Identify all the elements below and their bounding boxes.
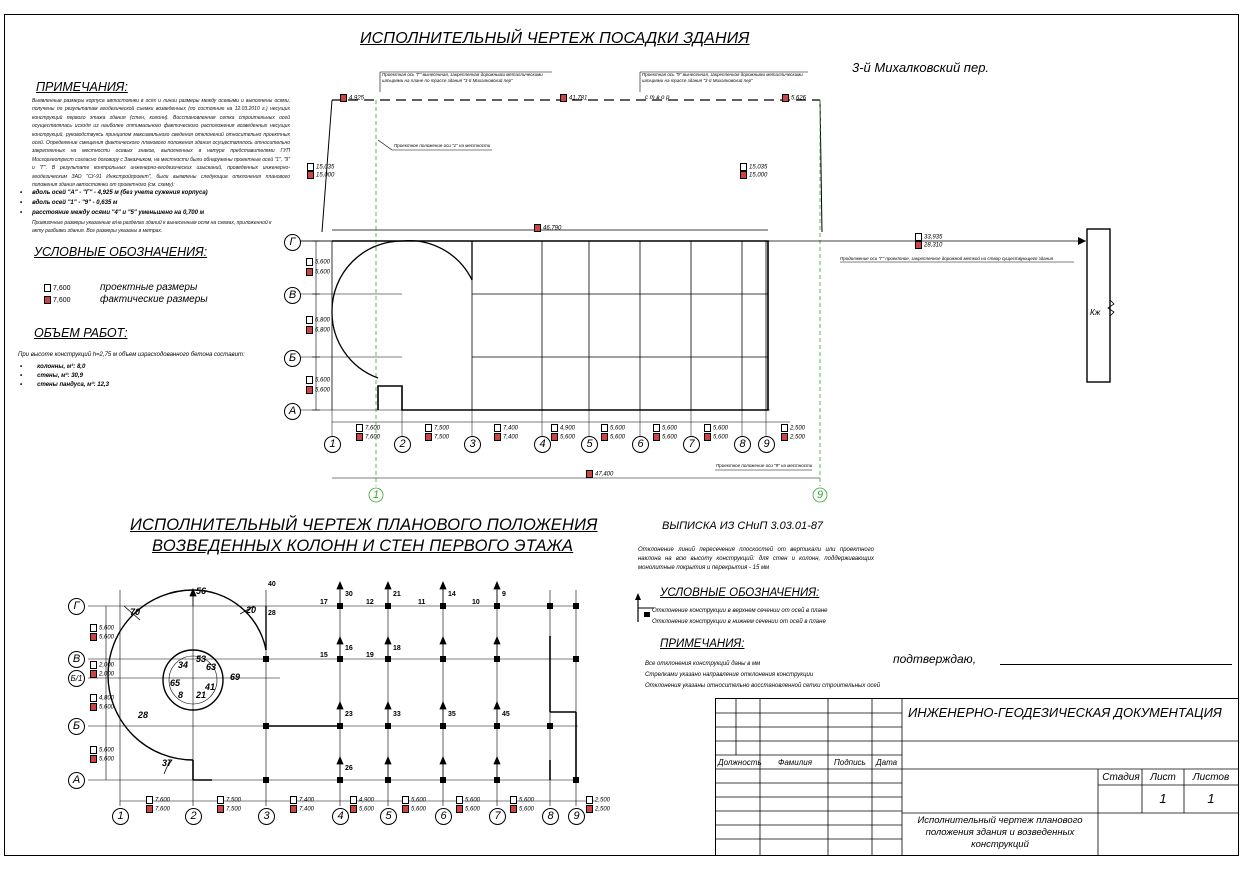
note-axis-9: Проектное положение оси "9" на местности [716,463,813,468]
b-axis-9: 9 [568,808,585,825]
b-axis-a: А [68,772,85,789]
stamp-sheet-label: Лист [1150,772,1176,783]
design-axis-1-label: 1 [372,489,380,501]
fence-label: с т в о р [645,95,670,101]
bottom-dim-6: 5,600 5,600 [653,424,677,441]
bottom-dim-2: 7,500 7,500 [425,424,449,441]
axis-bubble-2: 2 [394,436,411,453]
confirm-line [1000,664,1232,665]
dev-mark-16: 33 [393,711,401,718]
legend2-item-2: Отклонение конструкции в нижнем сечении от осей в плане [652,619,826,625]
dim-total: 47,400 [586,470,613,478]
ramp-label-69: 69 [230,672,241,682]
dev-mark-10: 28 [268,610,276,617]
dev-mark-11: 15 [320,652,328,659]
notes-item-3: • расстояние между осями "4" и "5" уменьшено на 0,700 м [20,210,205,216]
bottom-dim-5: 5,600 5,600 [601,424,625,441]
b-left-dim-4: 5,600 5,600 [90,746,114,763]
b-axis-v: В [68,651,85,668]
ramp-label-70: 70 [130,607,141,617]
b-bottom-dim-8: 2,500 2,500 [586,796,610,813]
note-top-left: Проектная ось "Г" вынесенная, закрепленная дорожными металлическими штырями на плане по трассе здания "3-й Михалковский пер" [382,72,543,83]
axis-bubble-6: 6 [632,436,649,453]
left-dim-1: 5,600 5,600 [306,258,330,277]
title-block [715,698,1239,856]
stamp-sheets-value: 1 [1207,791,1215,806]
b-axis-3: 3 [258,808,275,825]
dev-mark-12: 16 [345,645,353,652]
dev-mark-9: 9 [502,591,506,598]
stamp-sheet-value: 1 [1159,791,1167,806]
axis-bubble-g: Г [284,234,301,251]
ramp-label-56: 56 [196,586,207,596]
b-left-dim-1: 5,600 5,600 [90,624,114,641]
b-left-dim-3: 4,800 5,600 [90,694,114,711]
stamp-col-name: Фамилия [778,758,812,767]
axis-bubble-b: Б [284,350,301,367]
dim-top-right: 5,626 [782,94,806,102]
axis-bubble-8: 8 [734,436,751,453]
legend-design-label: проектные размеры [100,282,198,293]
stamp-sheets-label: Листов [1192,772,1230,783]
ramp-label-41: 41 [205,682,216,692]
stamp-title: ИНЖЕНЕРНО-ГЕОДЕЗИЧЕСКАЯ ДОКУМЕНТАЦИЯ [908,705,1222,720]
b-axis-1: 1 [112,808,129,825]
ramp-label-20: 20 [246,605,257,615]
dev-mark-4: 12 [366,599,374,606]
ramp-label-53: 53 [196,654,207,664]
building-label: Кж [1090,308,1101,317]
works-item-3: • стены пандуса, м³: 12,3 [20,382,109,388]
bottom-dim-3: 7,400 7,400 [494,424,518,441]
legend-heading: УСЛОВНЫЕ ОБОЗНАЧЕНИЯ: [34,245,208,259]
b-axis-4: 4 [332,808,349,825]
street-name: 3-й Михалковский пер. [852,60,990,75]
second-title-line1: ИСПОЛНИТЕЛЬНЫЙ ЧЕРТЕЖ ПЛАНОВОГО ПОЛОЖЕНИЯ [130,516,598,534]
notes-body: Выявленные размеры корпуса автостоянки в осях и линии размеры между осевыми и выполнены осями, получены по результатам геодезической съемки возведенных (по состоянию на 12.03.2010 г.) несущих конструкций первого этажа здания (стен, колонн). Восстановленная сетка строительных осей осуществлялась исходя из наиболее оптимального фактического расположения возведенных несущих конструкций, руководствуясь принципом максимального сведения отклонений относительно проектных осей. Определение смещения фактического планового положения здания осуществлялось относительно закрепленных на местности осевых знаков, выполненных в натуре представителями ГУП Мосгоргеотрест согласно договору с Заказчиком, на местности были обнаружены проектные осей "1", "9" и "Г". В результате контрольных инженерно-геодезических изысканий, проведенных инженерно-геодезическим ЗАО "СУ-91 Инжстройпроект", были выявлены следующие отклонения планового положения здания автостоянки от проектного (см. схему): [32,98,290,189]
stamp-description: Исполнительный чертеж планового положения здания и возведенных конструкций [917,815,1083,850]
dev-mark-6: 11 [418,599,426,606]
legend2-heading: УСЛОВНЫЕ ОБОЗНАЧЕНИЯ: [660,587,820,599]
dim-mid: 46,790 [534,224,561,232]
dev-mark-5: 21 [393,591,401,598]
notes2-item-1: Все отклонения конструкций даны в мм [645,661,761,667]
b-axis-b: Б [68,718,85,735]
bottom-dim-8: 2,500 2,500 [781,424,805,441]
b-bottom-dim-2: 7,500 7,500 [217,796,241,813]
dim-offset: 33,935 28,310 [915,233,942,249]
dev-mark-17: 35 [448,711,456,718]
legend-actual-value: 7,600 [44,296,71,304]
axis-bubble-3: 3 [464,436,481,453]
notes-item-2: • вдоль осей "1" - "9" - 0,635 м [20,200,118,206]
note-right: Продолжение оси "Г" проектное, закрепленное дорожной меткой на створ существующего здания [840,256,1054,261]
left-dim-2: 6,800 6,800 [306,316,330,335]
stamp-stage-label: Стадия [1102,772,1140,783]
snip-title: ВЫПИСКА ИЗ СНиП 3.03.01-87 [662,520,824,532]
b-axis-2: 2 [185,808,202,825]
b-axis-5: 5 [380,808,397,825]
b-axis-7: 7 [489,808,506,825]
notes-item-1: • вдоль осей "А" - "Г" - 4,925 м (без учета сужения корпуса) [20,190,208,196]
dev-mark-8: 10 [472,599,480,606]
notes2-item-2: Стрелками указано направление отклонения конструкции [645,672,814,678]
stamp-col-signature: Подпись [834,758,866,767]
left-dim-3: 5,600 5,600 [306,376,330,395]
stamp-col-date: Дата [876,758,898,767]
dim-side-right: 15,035 15,000 [740,163,767,179]
legend2-item-1: Отклонение конструкции в верхнем сечении от осей в плане [652,608,828,614]
b-bottom-dim-7: 5,600 5,600 [510,796,534,813]
dev-mark-1: 40 [268,581,276,588]
b-bottom-dim-4: 4,900 5,600 [350,796,374,813]
note-top-right: Проектная ось "9" вынесенная, закрепленная дорожными металлическими штырями на трассе здания "3-й Михалковский пер" [642,72,803,83]
ramp-label-65: 65 [170,678,181,688]
b-left-dim-2: 2,000 2,000 [90,661,114,678]
ramp-label-8: 8 [178,690,184,700]
axis-bubble-5: 5 [581,436,598,453]
note-axis-1: Проектное положение оси "1" на местности [394,143,491,148]
dim-top-mid: 41,781 [560,94,587,102]
stamp-col-position: Должность [718,758,762,767]
axis-bubble-1: 1 [324,436,341,453]
b-axis-b1: Б/1 [68,670,85,687]
dev-mark-18: 45 [502,711,510,718]
b-bottom-dim-1: 7,600 7,600 [146,796,170,813]
dev-mark-3: 30 [345,591,353,598]
b-axis-6: 6 [435,808,452,825]
notes-footer: Привязочные размеры указанные в/на разделах зданий к вынесенным осям на схемах, приложенной к акту разбивки здания. Все размеры указаны в метрах. [32,220,272,235]
axis-bubble-a: А [284,403,301,420]
dev-mark-7: 14 [448,591,456,598]
b-bottom-dim-5: 5,600 5,600 [402,796,426,813]
notes2-heading: ПРИМЕЧАНИЯ: [660,638,745,650]
dev-mark-2: 17 [320,599,328,606]
ramp-label-34: 34 [178,660,189,670]
works-item-2: • стены, м³: 30,9 [20,373,83,379]
ramp-outer [108,590,193,760]
dev-mark-15: 23 [345,711,353,718]
ramp-label-28: 28 [138,710,149,720]
ramp-label-21: 21 [196,690,207,700]
b-bottom-dim-6: 5,600 5,600 [456,796,480,813]
bottom-dim-1: 7,600 7,600 [356,424,380,441]
b-bottom-dim-3: 7,400 7,400 [290,796,314,813]
axis-bubble-v: В [284,287,301,304]
works-intro: При высоте конструкций h=2,75 м объем израсходованного бетона составит: [18,352,245,358]
second-title-line2: ВОЗВЕДЕННЫХ КОЛОНН И СТЕН ПЕРВОГО ЭТАЖА [152,537,574,555]
design-axis-9-label: 9 [816,489,824,501]
dev-mark-13: 19 [366,652,374,659]
dim-top-left: 4,925 [340,94,364,102]
main-title: ИСПОЛНИТЕЛЬНЫЙ ЧЕРТЕЖ ПОСАДКИ ЗДАНИЯ [360,30,750,47]
dev-mark-14: 18 [393,645,401,652]
axis-bubble-9: 9 [758,436,775,453]
ramp-label-63: 63 [206,662,217,672]
axis-bubble-4: 4 [534,436,551,453]
b-axis-8: 8 [542,808,559,825]
confirm-text: подтверждаю, [893,652,977,666]
works-heading: ОБЪЕМ РАБОТ: [34,326,128,340]
snip-text: Отклонение линий пересечения плоскостей от вертикали или проектного наклона на всю высоту конструкций: для стен и колонн, поддерживающих монолитные покрытия и перекрытия - 15 мм [638,547,874,571]
axis-bubble-7: 7 [683,436,700,453]
notes2-item-3: Отклонения указаны относительно восстановленной сетки строительных осей [645,683,881,689]
notes-heading: ПРИМЕЧАНИЯ: [36,80,128,94]
dev-mark-19: 26 [345,765,353,772]
ramp-label-37: 37 [162,758,173,768]
legend-design-value: 7,600 [44,284,71,292]
dim-side-left: 15,035 15,000 [307,163,334,179]
works-item-1: • колонны, м³: 8,0 [20,364,86,370]
legend-actual-label: фактические размеры [100,294,208,305]
b-axis-g: Г [68,598,85,615]
bottom-dim-7: 5,600 5,600 [704,424,728,441]
bottom-dim-4: 4,900 5,600 [551,424,575,441]
